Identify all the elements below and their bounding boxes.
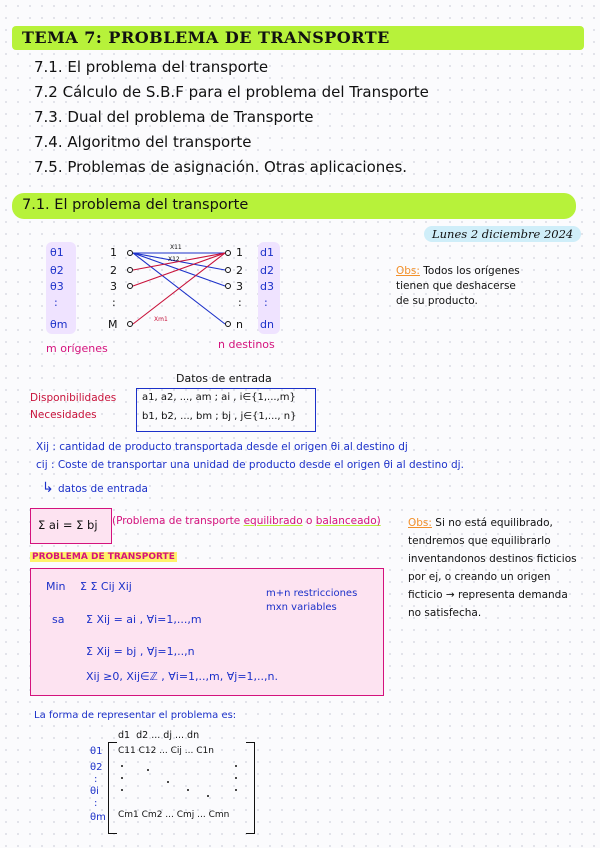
constraint-2: Σ Xij = bj , ∀j=1,..,n <box>86 645 195 658</box>
problem-min: Min <box>46 580 66 593</box>
entrada-title: Datos de entrada <box>176 372 272 385</box>
obs-line: Todos los orígenes <box>423 265 520 277</box>
date-tag: Lunes 2 diciembre 2024 <box>424 226 581 242</box>
title-banner <box>12 26 584 50</box>
balance-text <box>112 515 381 527</box>
obs-line: no satisfecha. <box>408 607 482 619</box>
toc-item: 7.1. El problema del transporte <box>34 58 269 76</box>
repr-row: : <box>94 774 98 785</box>
repr-row: θm <box>90 812 106 823</box>
node-dest-1 <box>226 251 231 256</box>
dest-label: : <box>264 296 268 309</box>
problem-objective: Σ Σ Cij Xij <box>80 580 132 593</box>
toc-item: 7.2 Cálculo de S.B.F para el problema del Transporte <box>34 83 429 101</box>
dest-label: d3 <box>260 280 274 293</box>
dest-label: dn <box>260 318 274 331</box>
origin-label: : <box>54 296 58 309</box>
matrix-dots <box>118 760 244 804</box>
variables-count: mxn variables <box>266 602 337 613</box>
nec-label: Necesidades <box>30 409 97 421</box>
restrictions-count: m+n restricciones <box>266 588 358 599</box>
node-origin-m <box>128 322 133 327</box>
obs-note-2 <box>408 514 588 622</box>
origin-index: 2 <box>110 264 117 277</box>
dest-label: d1 <box>260 246 274 259</box>
balance-equilibrado: equilibrado <box>243 515 303 527</box>
balance-balanceado: balanceado) <box>315 515 381 527</box>
label-x11: X11 <box>170 244 182 251</box>
section-title: 7.1. El problema del transporte <box>22 197 249 213</box>
obs-line: por ej, o creando un origen <box>408 571 551 583</box>
origin-index: 3 <box>110 280 117 293</box>
problem-title-text: PROBLEMA DE TRANSPORTE <box>32 552 175 562</box>
dest-index: : <box>238 296 242 309</box>
balance-o: o <box>305 515 313 527</box>
label-dests: n destinos <box>218 338 275 351</box>
toc-item: 7.5. Problemas de asignación. Otras aplicaciones. <box>34 158 408 176</box>
constraint-3: Xij ≥0, Xij∈ℤ , ∀i=1,..,m, ∀j=1,..,n. <box>86 670 279 683</box>
label-xm1: Xm1 <box>154 316 168 323</box>
repr-row: θ1 <box>90 746 103 757</box>
entrada-row1: a1, a2, ..., am ; ai , i∈{1,...,m} <box>142 392 296 403</box>
problem-sa: sa <box>52 613 65 626</box>
problem-title <box>30 552 177 562</box>
def-xij: Xij : cantidad de producto transportada desde el origen θi al destino dj <box>36 441 408 453</box>
page-title: TEMA 7: PROBLEMA DE TRANSPORTE <box>22 28 390 47</box>
repr-row: θi <box>90 786 99 797</box>
obs-line: inventandonos destinos ficticios <box>408 553 577 565</box>
origin-index: 1 <box>110 246 117 259</box>
origin-label: θm <box>50 318 68 331</box>
obs-label: Obs: <box>396 265 420 277</box>
def-cij: cij : Coste de transportar una unidad de producto desde el origen θi al destino dj. <box>36 459 464 471</box>
node-dest-2 <box>226 268 231 273</box>
entrada-row2: b1, b2, ..., bm ; bj , j∈{1,..., n} <box>142 411 297 422</box>
repr-cols: d1 d2 ... dj ... dn <box>118 730 200 741</box>
origin-index: : <box>112 296 116 309</box>
dest-index: 3 <box>236 280 243 293</box>
matrix-top-row: C11 C12 ... Cij ... C1n <box>118 746 214 756</box>
obs-note-1 <box>396 264 566 309</box>
constraint-1: Σ Xij = ai , ∀i=1,...,m <box>86 613 202 626</box>
node-origin-2 <box>128 268 133 273</box>
node-origin-3 <box>128 284 133 289</box>
obs-line: ficticio → representa demanda <box>408 589 568 601</box>
node-origin-1 <box>128 251 133 256</box>
toc-item: 7.4. Algoritmo del transporte <box>34 133 252 151</box>
obs-line: tendremos que equilibrarlo <box>408 535 551 547</box>
curved-arrow-icon: ↳ <box>42 480 54 496</box>
repr-row: : <box>94 798 98 809</box>
obs-label: Obs: <box>408 517 432 529</box>
origin-label: θ2 <box>50 264 64 277</box>
repr-title: La forma de representar el problema es: <box>34 710 237 721</box>
toc-item: 7.3. Dual del problema de Transporte <box>34 108 314 126</box>
obs-line: Si no está equilibrado, <box>435 517 553 529</box>
obs-line: de su producto. <box>396 295 478 307</box>
matrix-bracket-right <box>246 742 255 834</box>
def-arrow-text: datos de entrada <box>58 483 148 495</box>
balance-eq: Σ ai = Σ bj <box>38 518 98 532</box>
balance-text-1: (Problema de transporte <box>112 515 241 527</box>
dest-index: 2 <box>236 264 243 277</box>
section-banner <box>12 193 576 219</box>
dest-label: d2 <box>260 264 274 277</box>
obs-line: tienen que deshacerse <box>396 280 516 292</box>
matrix-bracket-left <box>108 742 117 834</box>
node-dest-n <box>226 322 231 327</box>
repr-row: θ2 <box>90 762 103 773</box>
node-dest-3 <box>226 284 231 289</box>
dest-index: n <box>236 318 243 331</box>
dest-index: 1 <box>236 246 243 259</box>
label-origins: m orígenes <box>46 342 108 355</box>
origin-label: θ3 <box>50 280 64 293</box>
origin-label: θ1 <box>50 246 64 259</box>
label-x12: X12 <box>168 256 180 263</box>
origin-index: M <box>108 318 118 331</box>
matrix-bottom-row: Cm1 Cm2 ... Cmj ... Cmn <box>118 810 230 820</box>
disp-label: Disponibilidades <box>30 392 117 404</box>
